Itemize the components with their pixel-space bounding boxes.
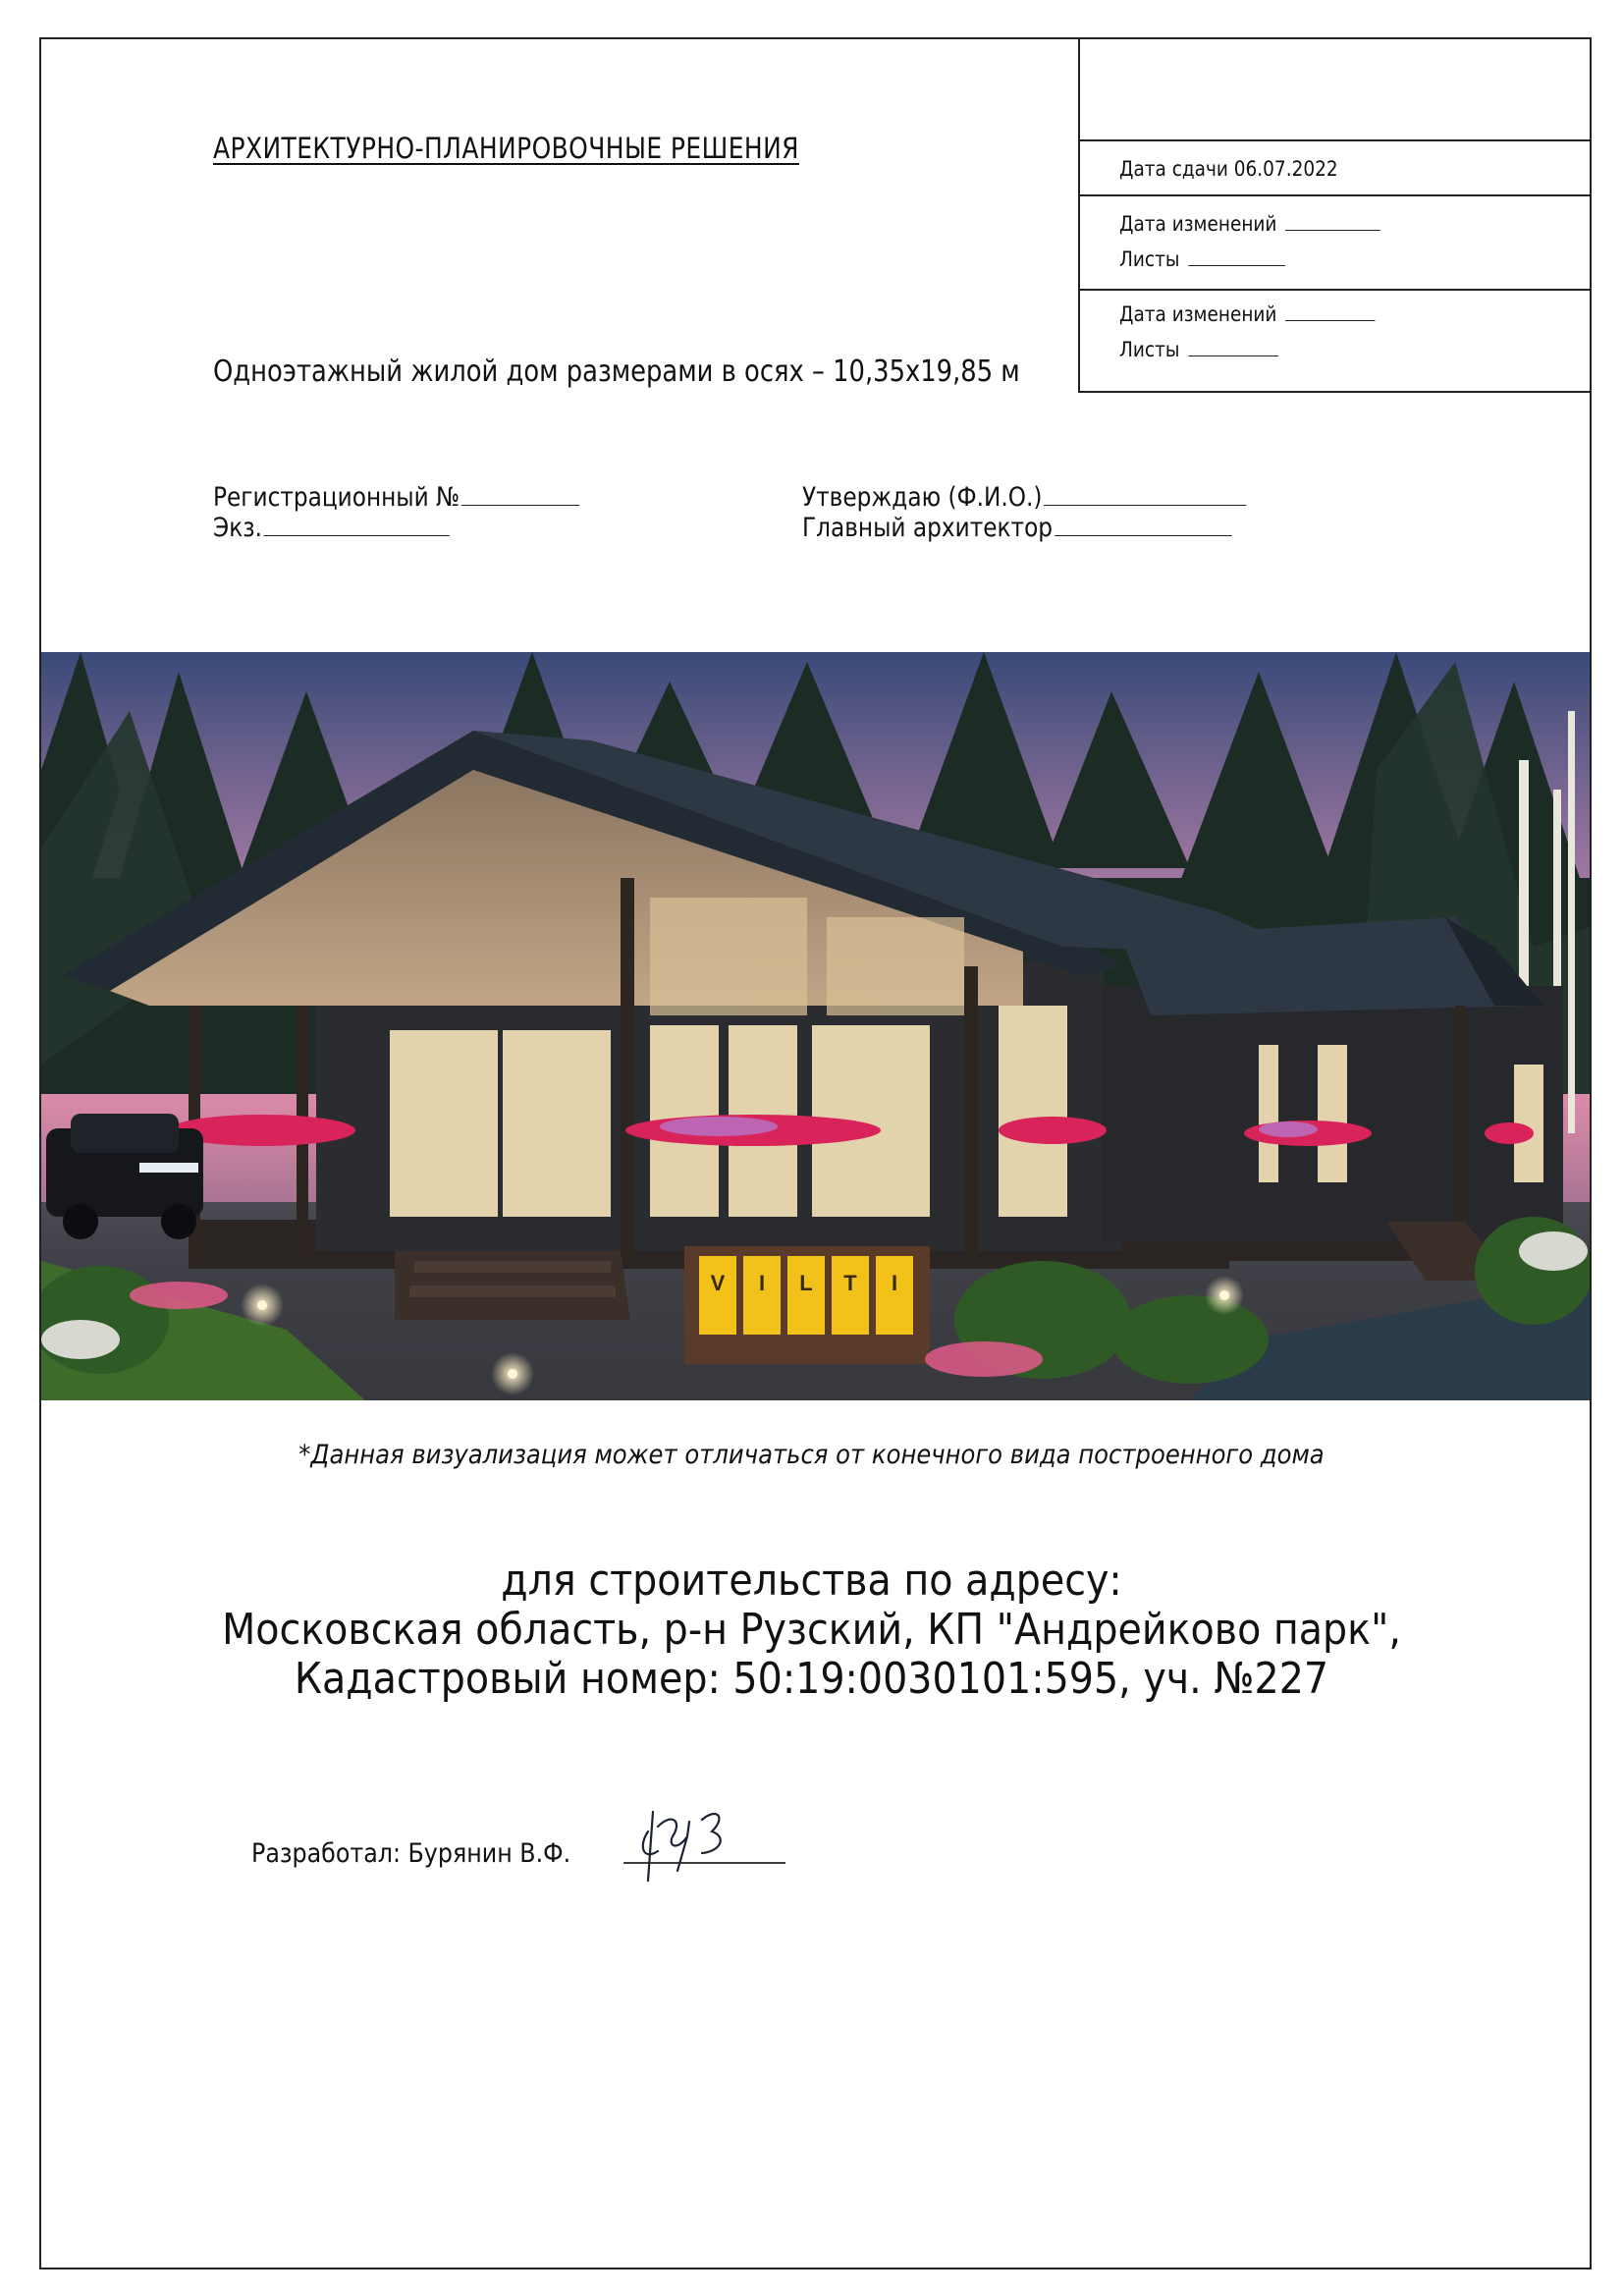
sheets-label: Листы bbox=[1119, 247, 1180, 271]
change-date-1 bbox=[1119, 212, 1380, 236]
stamp-divider bbox=[1080, 139, 1592, 141]
copy-field bbox=[213, 513, 450, 543]
document-subtitle: Одноэтажный жилой дом размерами в осях – 10,35х19,85 м bbox=[213, 355, 1020, 389]
blank-line bbox=[461, 487, 579, 506]
vilti-sign bbox=[684, 1246, 930, 1364]
blank-line bbox=[264, 518, 450, 536]
blank-line bbox=[1188, 338, 1278, 356]
blank-line bbox=[1044, 487, 1246, 506]
registration-label: Регистрационный № bbox=[213, 482, 460, 513]
house-render-image bbox=[41, 652, 1590, 1400]
blank-line bbox=[1055, 518, 1232, 536]
sign-letter: T bbox=[843, 1271, 857, 1295]
author-label: Разработал: Бурянин В.Ф. bbox=[251, 1838, 571, 1869]
approve-field bbox=[802, 482, 1247, 513]
sheets-2 bbox=[1119, 338, 1278, 361]
signature bbox=[619, 1792, 795, 1886]
revision-stamp bbox=[1078, 37, 1592, 393]
copy-label: Экз. bbox=[213, 513, 262, 543]
change-date-2 bbox=[1119, 302, 1376, 326]
registration-field bbox=[213, 482, 579, 513]
stamp-divider bbox=[1080, 289, 1592, 291]
document-title: АРХИТЕКТУРНО-ПЛАНИРОВОЧНЫЕ РЕШЕНИЯ bbox=[213, 132, 799, 165]
sheets-label: Листы bbox=[1119, 338, 1180, 361]
approve-label: Утверждаю (Ф.И.О.) bbox=[802, 482, 1043, 513]
sign-letter: V bbox=[710, 1271, 726, 1295]
blank-line bbox=[1285, 212, 1380, 231]
blank-line bbox=[1188, 247, 1285, 266]
address-line-1: для строительства по адресу: bbox=[501, 1556, 1122, 1606]
delivery-date: Дата сдачи 06.07.2022 bbox=[1119, 157, 1338, 181]
visualization-disclaimer: *Данная визуализация может отличаться от конечного вида построенного дома bbox=[298, 1440, 1325, 1470]
stamp-divider bbox=[1080, 194, 1592, 196]
sign-letter: I bbox=[758, 1271, 766, 1295]
sign-letter: L bbox=[799, 1271, 813, 1295]
address-line-3: Кадастровый номер: 50:19:0030101:595, уч. №227 bbox=[294, 1654, 1329, 1704]
address-line-2: Московская область, р-н Рузский, КП "Андрейково парк", bbox=[222, 1605, 1401, 1655]
chief-architect-label: Главный архитектор bbox=[802, 513, 1054, 543]
sheets-1 bbox=[1119, 247, 1285, 271]
chief-architect-field bbox=[802, 513, 1231, 543]
blank-line bbox=[1285, 302, 1376, 321]
sign-letter: I bbox=[891, 1271, 898, 1295]
change-date-label: Дата изменений bbox=[1119, 302, 1277, 326]
change-date-label: Дата изменений bbox=[1119, 212, 1277, 236]
